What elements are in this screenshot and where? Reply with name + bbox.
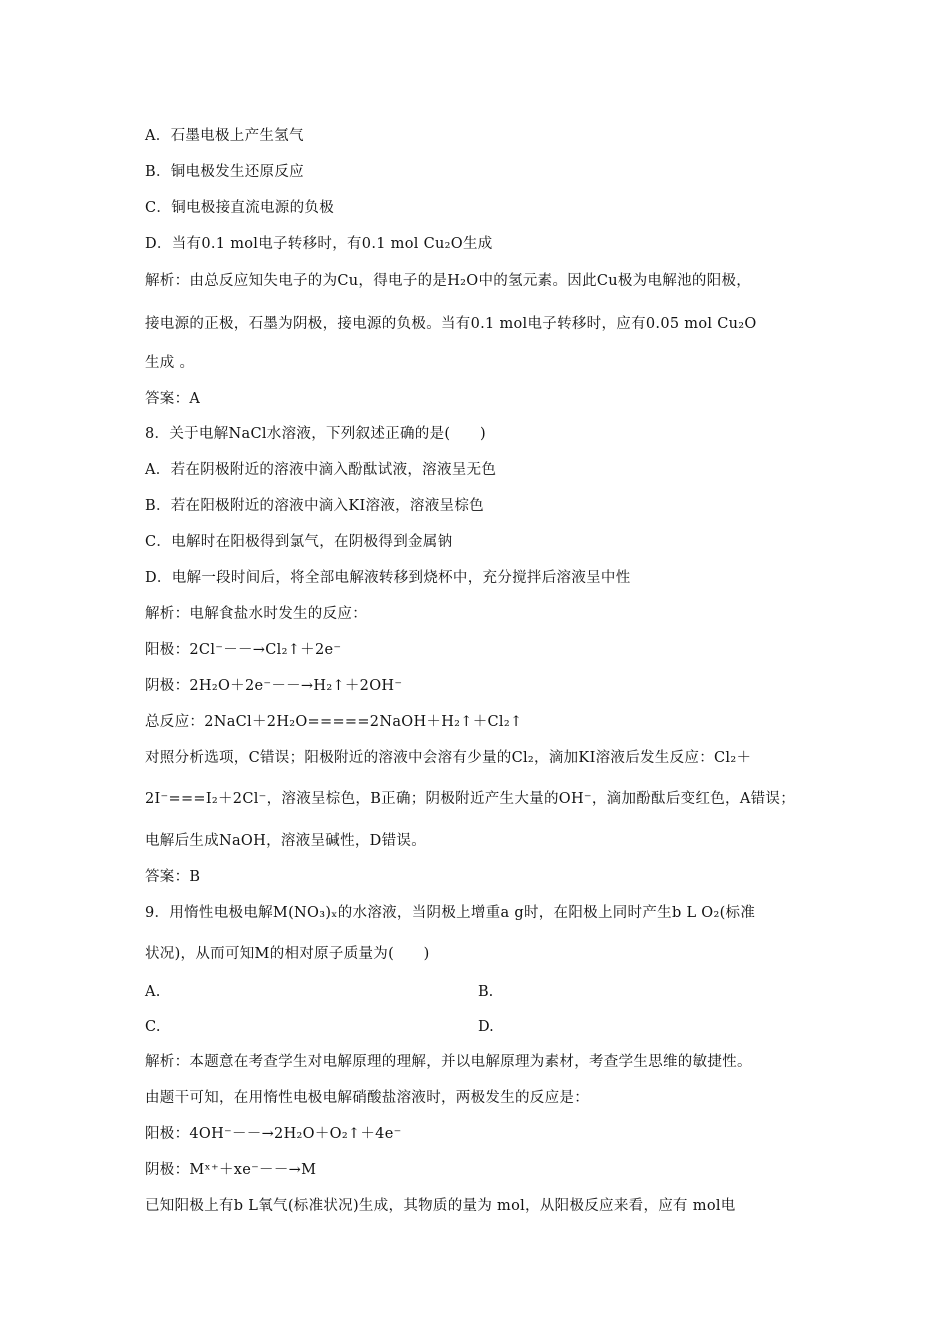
option-b-q9: B. bbox=[478, 984, 494, 1000]
analysis-q8-line2: 对照分析选项，C错误；阳极附近的溶液中会溶有少量的Cl₂，滴加KI溶液后发生反应：Cl₂＋ bbox=[145, 750, 752, 766]
option-d-q9: D. bbox=[478, 1019, 494, 1035]
cathode-reaction-q8: 阴极：2H₂O＋2e⁻－－→H₂↑＋2OH⁻ bbox=[145, 678, 403, 694]
option-d-q7: D．当有0.1 mol电子转移时，有0.1 mol Cu₂O生成 bbox=[145, 236, 493, 252]
option-a-q9: A. bbox=[145, 984, 161, 1000]
answer-q8: 答案：B bbox=[145, 869, 201, 885]
question-9-line1: 9．用惰性电极电解M(NO₃)ₓ的水溶液，当阴极上增重a g时，在阳极上同时产生b L O₂(标准 bbox=[145, 905, 756, 921]
question-8: 8．关于电解NaCl水溶液，下列叙述正确的是( ) bbox=[145, 426, 486, 442]
analysis-q9-line3: 已知阳极上有b L氧气(标准状况)生成，其物质的量为 mol，从阳极反应来看，应有 mol电 bbox=[145, 1198, 736, 1214]
anode-reaction-q8: 阳极：2Cl⁻－－→Cl₂↑＋2e⁻ bbox=[145, 642, 342, 658]
question-9-line2: 状况)，从而可知M的相对原子质量为( ) bbox=[145, 946, 430, 962]
analysis-q9-line2: 由题干可知，在用惰性电极电解硝酸盐溶液时，两极发生的反应是： bbox=[145, 1090, 589, 1106]
option-b-q8: B．若在阳极附近的溶液中滴入KI溶液，溶液呈棕色 bbox=[145, 498, 484, 514]
answer-q7: 答案：A bbox=[145, 391, 201, 407]
analysis-q7-line2: 接电源的正极，石墨为阴极，接电源的负极。当有0.1 mol电子转移时，应有0.05 mol Cu₂O bbox=[145, 316, 757, 332]
anode-reaction-q9: 阳极：4OH⁻－－→2H₂O＋O₂↑＋4e⁻ bbox=[145, 1126, 402, 1142]
analysis-q8-line3: 2I⁻===I₂＋2Cl⁻，溶液呈棕色，B正确；阴极附近产生大量的OH⁻，滴加酚酞后变红色，A错误； bbox=[145, 791, 796, 807]
option-c-q8: C．电解时在阳极得到氯气，在阴极得到金属钠 bbox=[145, 534, 453, 550]
analysis-q7-line3: 生成 。 bbox=[145, 355, 195, 371]
option-a-q8: A．若在阴极附近的溶液中滴入酚酞试液，溶液呈无色 bbox=[145, 462, 497, 478]
option-c-q7: C．铜电极接直流电源的负极 bbox=[145, 200, 334, 216]
cathode-reaction-q9: 阴极：Mˣ⁺＋xe⁻－－→M bbox=[145, 1162, 317, 1178]
option-c-q9: C. bbox=[145, 1019, 161, 1035]
option-d-q8: D．电解一段时间后，将全部电解液转移到烧杯中，充分搅拌后溶液呈中性 bbox=[145, 570, 631, 586]
option-a-q7: A．石墨电极上产生氢气 bbox=[145, 128, 304, 144]
analysis-q8-line4: 电解后生成NaOH，溶液呈碱性，D错误。 bbox=[145, 833, 426, 849]
analysis-q8-line1: 解析：电解食盐水时发生的反应： bbox=[145, 606, 367, 622]
analysis-q9-line1: 解析：本题意在考查学生对电解原理的理解，并以电解原理为素材，考查学生思维的敏捷性。 bbox=[145, 1054, 752, 1070]
option-b-q7: B．铜电极发生还原反应 bbox=[145, 164, 304, 180]
total-reaction-q8: 总反应：2NaCl＋2H₂O=====2NaOH＋H₂↑＋Cl₂↑ bbox=[145, 714, 523, 730]
analysis-q7-line1: 解析：由总反应知失电子的为Cu，得电子的是H₂O中的氢元素。因此Cu极为电解池的阳极， bbox=[145, 273, 752, 289]
